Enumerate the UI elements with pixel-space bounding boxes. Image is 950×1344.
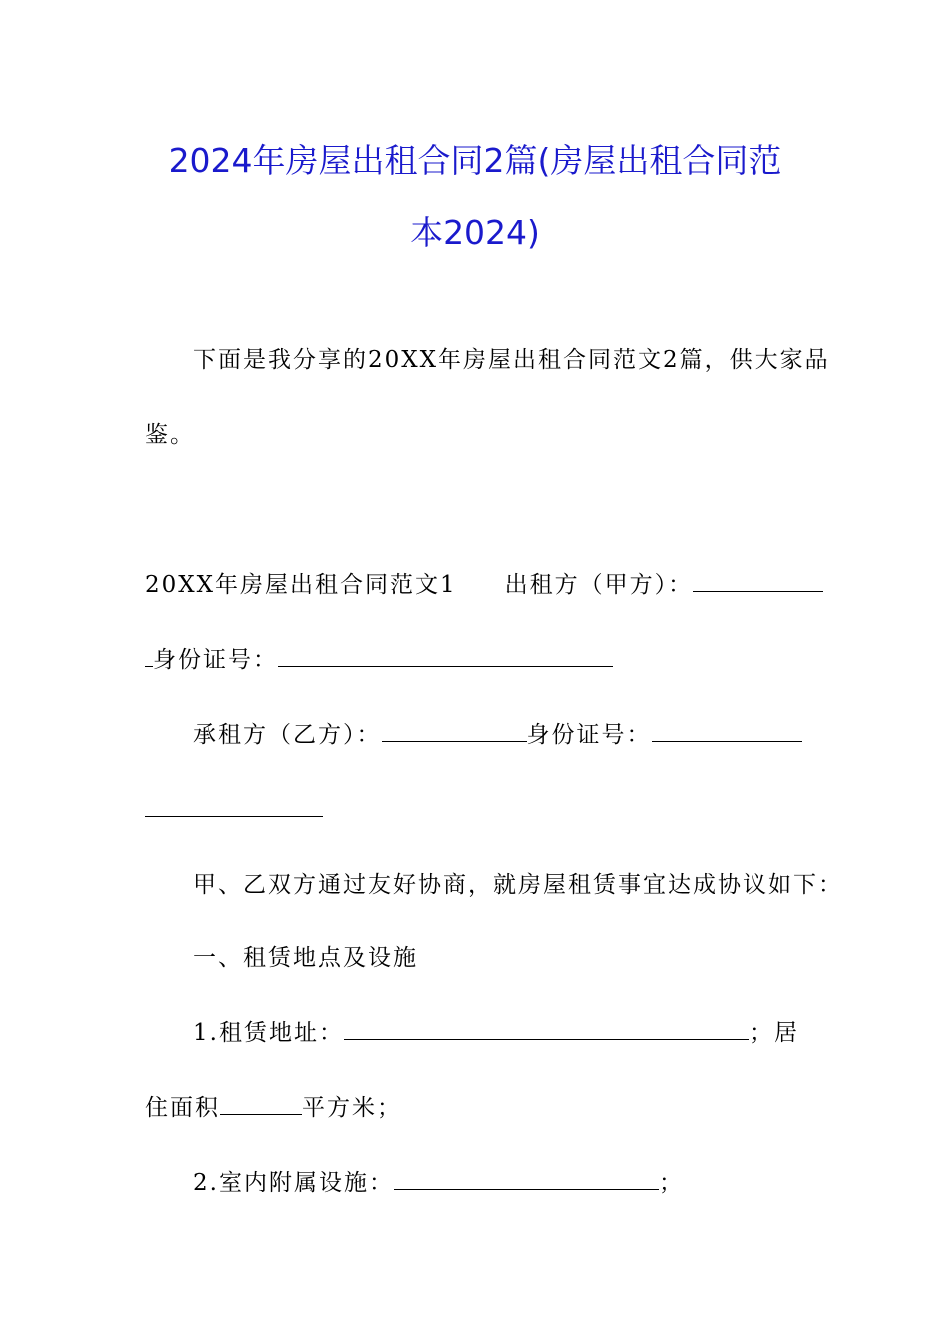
lessor-name-blank (693, 573, 823, 592)
lessor-id-blank (278, 648, 613, 667)
area-blank (220, 1096, 302, 1115)
lessor-id-label: 身份证号： (153, 647, 278, 673)
item1-row (193, 1018, 799, 1048)
item1-area-suffix: 平方米； (302, 1095, 402, 1121)
lessee-id-blank-continued (145, 798, 323, 817)
facilities-blank (394, 1171, 659, 1190)
lessee-label: 承租方（乙方）： (193, 722, 382, 748)
document-title-line-1: 2024年房屋出租合同2篇(房屋出租合同范 (168, 141, 782, 180)
document-title-line-2: 本2024) (410, 213, 540, 252)
lessee-id-row-continued (145, 795, 323, 825)
contract1-heading: 20XX年房屋出租合同范文1 (145, 572, 457, 598)
item1-suffix: ；居 (748, 1020, 799, 1046)
agreement-statement: 甲、乙双方通过友好协商，就房屋租赁事宜达成协议如下： (193, 872, 843, 898)
contract-heading-row (145, 570, 823, 600)
lessee-id-label: 身份证号： (526, 722, 652, 748)
lessee-name-blank (382, 723, 527, 742)
item2-label: 2.室内附属设施： (193, 1170, 394, 1196)
lessor-id-row (145, 645, 613, 675)
lessor-label: 出租方（甲方）： (504, 572, 694, 598)
section1-heading: 一、租赁地点及设施 (193, 945, 418, 971)
item1-area-label: 住面积 (145, 1095, 220, 1121)
intro-paragraph-line-2: 鉴。 (145, 422, 195, 448)
lessee-row (193, 720, 802, 750)
item2-row (193, 1168, 684, 1198)
item1-continued-row (145, 1093, 402, 1123)
item2-suffix: ； (658, 1170, 684, 1196)
rental-address-blank (344, 1021, 749, 1040)
intro-paragraph-line-1: 下面是我分享的20XX年房屋出租合同范文2篇，供大家品 (193, 347, 830, 373)
lessor-name-blank-continued (145, 648, 153, 667)
item1-label: 1.租赁地址： (193, 1020, 344, 1046)
lessee-id-blank (652, 723, 802, 742)
